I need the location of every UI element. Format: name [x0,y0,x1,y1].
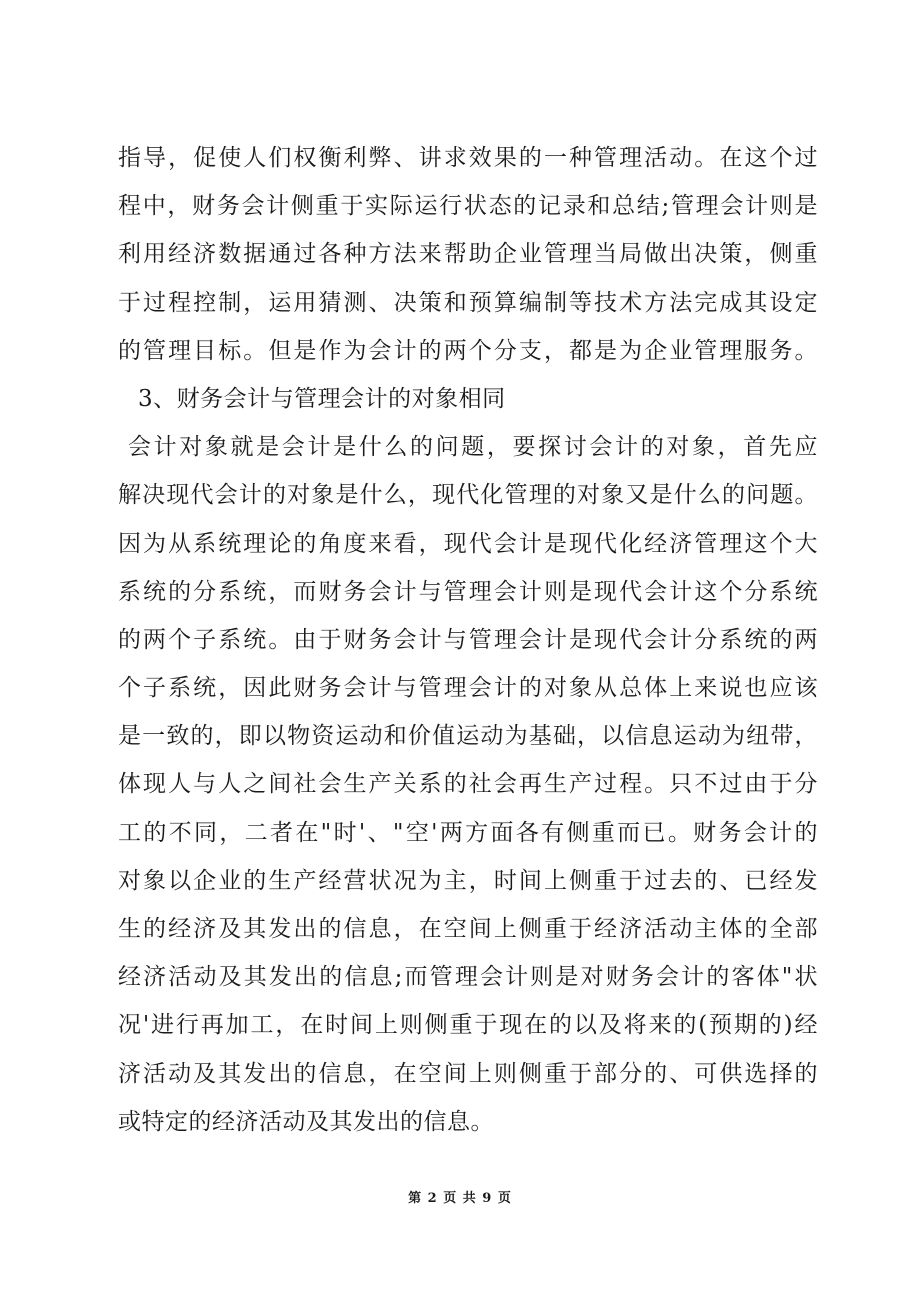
text-line: 况'进行再加工，在时间上则侧重于现在的以及将来的(预期的)经 [118,1012,818,1039]
text-line-last: 或特定的经济活动及其发出的信息。 [118,1108,494,1135]
text-line: 体现人与人之间社会生产关系的社会再生产过程。只不过由于分 [118,771,818,798]
section-heading: 3、财务会计与管理会计的对象相同 [138,385,506,412]
text-line: 解决现代会计的对象是什么，现代化管理的对象又是什么的问题。 [118,482,818,509]
text-line: 济活动及其发出的信息，在空间上则侧重于部分的、可供选择的 [118,1060,818,1087]
page-number-footer: 第 2 页 共 9 页 [408,1191,512,1206]
text-line: 个子系统，因此财务会计与管理会计的对象从总体上来说也应该 [118,675,818,702]
text-line: 程中，财务会计侧重于实际运行状态的记录和总结;管理会计则是 [118,193,818,220]
text-line: 经济活动及其发出的信息;而管理会计则是对财务会计的客体"状 [118,964,818,991]
text-line: 生的经济及其发出的信息，在空间上侧重于经济活动主体的全部 [118,916,818,942]
document-body [118,134,818,1146]
text-line: 利用经济数据通过各种方法来帮助企业管理当局做出决策，侧重 [118,241,818,268]
text-line: 对象以企业的生产经营状况为主，时间上侧重于过去的、已经发 [118,867,818,894]
text-line: 系统的分系统，而财务会计与管理会计则是现代会计这个分系统 [118,578,818,605]
paragraph-first-line: 会计对象就是会计是什么的问题，要探讨会计的对象，首先应 [128,434,818,461]
text-line: 因为从系统理论的角度来看，现代会计是现代化经济管理这个大 [118,530,818,557]
text-line: 的两个子系统。由于财务会计与管理会计是现代会计分系统的两 [118,626,818,653]
text-line: 工的不同，二者在"时'、"空'两方面各有侧重而已。财务会计的 [118,819,818,846]
text-line: 于过程控制，运用猜测、决策和预算编制等技术方法完成其设定 [118,289,818,316]
text-line: 指导，促使人们权衡利弊、讲求效果的一种管理活动。在这个过 [118,145,818,171]
text-line: 是一致的，即以物资运动和价值运动为基础，以信息运动为纽带， [118,723,818,750]
text-line: 的管理目标。但是作为会计的两个分支，都是为企业管理服务。 [118,337,818,364]
